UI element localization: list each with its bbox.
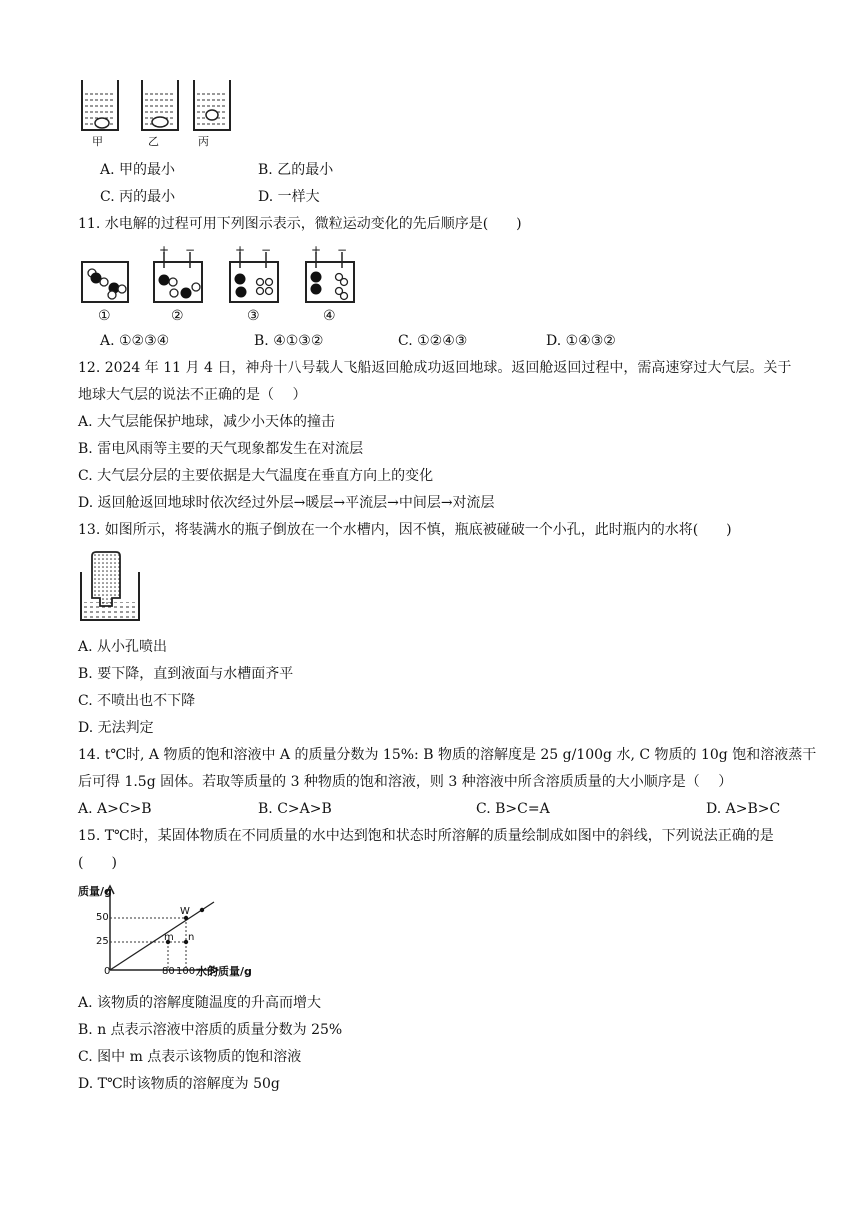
graph-point-w-label: W <box>180 906 190 917</box>
graph-ylabel: 质量/g <box>78 885 112 898</box>
graph-xlabel: 水的质量/g <box>196 965 252 978</box>
q14-option-d: D. A>B>C <box>706 801 781 817</box>
q13-bottle-figure <box>78 550 158 630</box>
q10-option-b: B. 乙的最小 <box>258 162 334 178</box>
q14-option-b: B. C>A>B <box>258 801 332 817</box>
beaker-yi <box>142 80 178 130</box>
q15-option-d: D. T℃时该物质的溶解度为 50g <box>78 1076 280 1092</box>
q15-stem-line2: ( ) <box>78 855 117 871</box>
q12-option-b: B. 雷电风雨等主要的天气现象都发生在对流层 <box>78 441 364 457</box>
electrode-plus-3: + <box>235 243 246 257</box>
q14-option-c: C. B>C=A <box>476 801 550 817</box>
beaker-jia <box>82 80 118 130</box>
q15-option-b: B. n 点表示溶液中溶质的质量分数为 25% <box>78 1022 343 1038</box>
electrolysis-box-1 <box>82 262 128 302</box>
q10-option-d: D. 一样大 <box>258 189 320 205</box>
q15-option-c: C. 图中 m 点表示该物质的饱和溶液 <box>78 1049 302 1065</box>
q10-beakers-figure <box>78 76 248 146</box>
graph-ytick-50: 50 <box>96 912 109 923</box>
electrolysis-label-2: ② <box>171 308 184 324</box>
graph-ytick-25: 25 <box>96 936 109 947</box>
graph-xtick-100: 100 <box>176 966 196 977</box>
electrolysis-label-3: ③ <box>247 308 260 324</box>
q14-option-a: A. A>C>B <box>78 801 152 817</box>
q10-option-a: A. 甲的最小 <box>100 162 176 178</box>
q12-option-d: D. 返回舱返回地球时依次经过外层→暖层→平流层→中间层→对流层 <box>78 495 495 511</box>
q11-option-c: C. ①②④③ <box>398 333 468 349</box>
q13-option-a: A. 从小孔喷出 <box>78 639 168 655</box>
electrolysis-label-4: ④ <box>323 308 336 324</box>
q15-option-a: A. 该物质的溶解度随温度的升高而增大 <box>78 995 322 1011</box>
q14-stem-line1: 14. t℃时, A 物质的饱和溶液中 A 的质量分数为 15%: B 物质的溶解度是 25 g/100g 水, C 物质的 10g 饱和溶液蒸干 <box>78 747 817 763</box>
inverted-bottle <box>92 552 120 606</box>
q11-option-d: D. ①④③② <box>546 333 616 349</box>
electrode-minus-4: − <box>337 243 348 257</box>
q10-option-c: C. 丙的最小 <box>100 189 176 205</box>
q14-stem-line2: 后可得 1.5g 固体。若取等质量的 3 种物质的饱和溶液，则 3 种溶液中所含溶质质量的大小顺序是（ ） <box>78 774 733 790</box>
q12-stem-line2: 地球大气层的说法不正确的是（ ） <box>78 387 307 403</box>
q13-option-b: B. 要下降，直到液面与水槽面齐平 <box>78 666 294 682</box>
graph-xtick-80: 80 <box>162 966 175 977</box>
beaker-label-yi: 乙 <box>148 135 159 148</box>
electrode-minus-3: − <box>261 243 272 257</box>
q13-option-c: C. 不喷出也不下降 <box>78 693 196 709</box>
q11-stem: 11. 水电解的过程可用下列图示表示，微粒运动变化的先后顺序是( ) <box>78 216 522 232</box>
beaker-label-bing: 丙 <box>198 135 209 148</box>
q12-option-a: A. 大气层能保护地球，减少小天体的撞击 <box>78 414 336 430</box>
q13-stem: 13. 如图所示，将装满水的瓶子倒放在一个水槽内，因不慎，瓶底被碰破一个小孔，此时瓶内的水将( ) <box>78 522 732 538</box>
electrode-plus-4: + <box>311 243 322 257</box>
electrode-minus-2: − <box>185 243 196 257</box>
graph-point-m-label: m <box>164 932 174 943</box>
q12-option-c: C. 大气层分层的主要依据是大气温度在垂直方向上的变化 <box>78 468 434 484</box>
beaker-bing <box>194 80 230 130</box>
q11-option-a: A. ①②③④ <box>100 333 170 349</box>
beaker-label-jia: 甲 <box>92 135 103 148</box>
point-extra <box>200 908 204 912</box>
electrode-plus-2: + <box>159 243 170 257</box>
q12-stem-line1: 12. 2024 年 11 月 4 日，神舟十八号载人飞船返回舱成功返回地球。返回舱返回过程中，需高速穿过大气层。关于 <box>78 360 792 376</box>
q13-option-d: D. 无法判定 <box>78 720 154 736</box>
graph-origin: 0 <box>104 966 111 977</box>
q11-option-b: B. ④①③② <box>254 333 324 349</box>
q15-stem-line1: 15. T℃时，某固体物质在不同质量的水中达到饱和状态时所溶解的质量绘制成如图中的斜线，下列说法正确的是 <box>78 828 774 844</box>
electrolysis-label-1: ① <box>98 308 111 324</box>
saturation-line <box>110 902 214 970</box>
graph-point-n-label: n <box>188 932 195 943</box>
